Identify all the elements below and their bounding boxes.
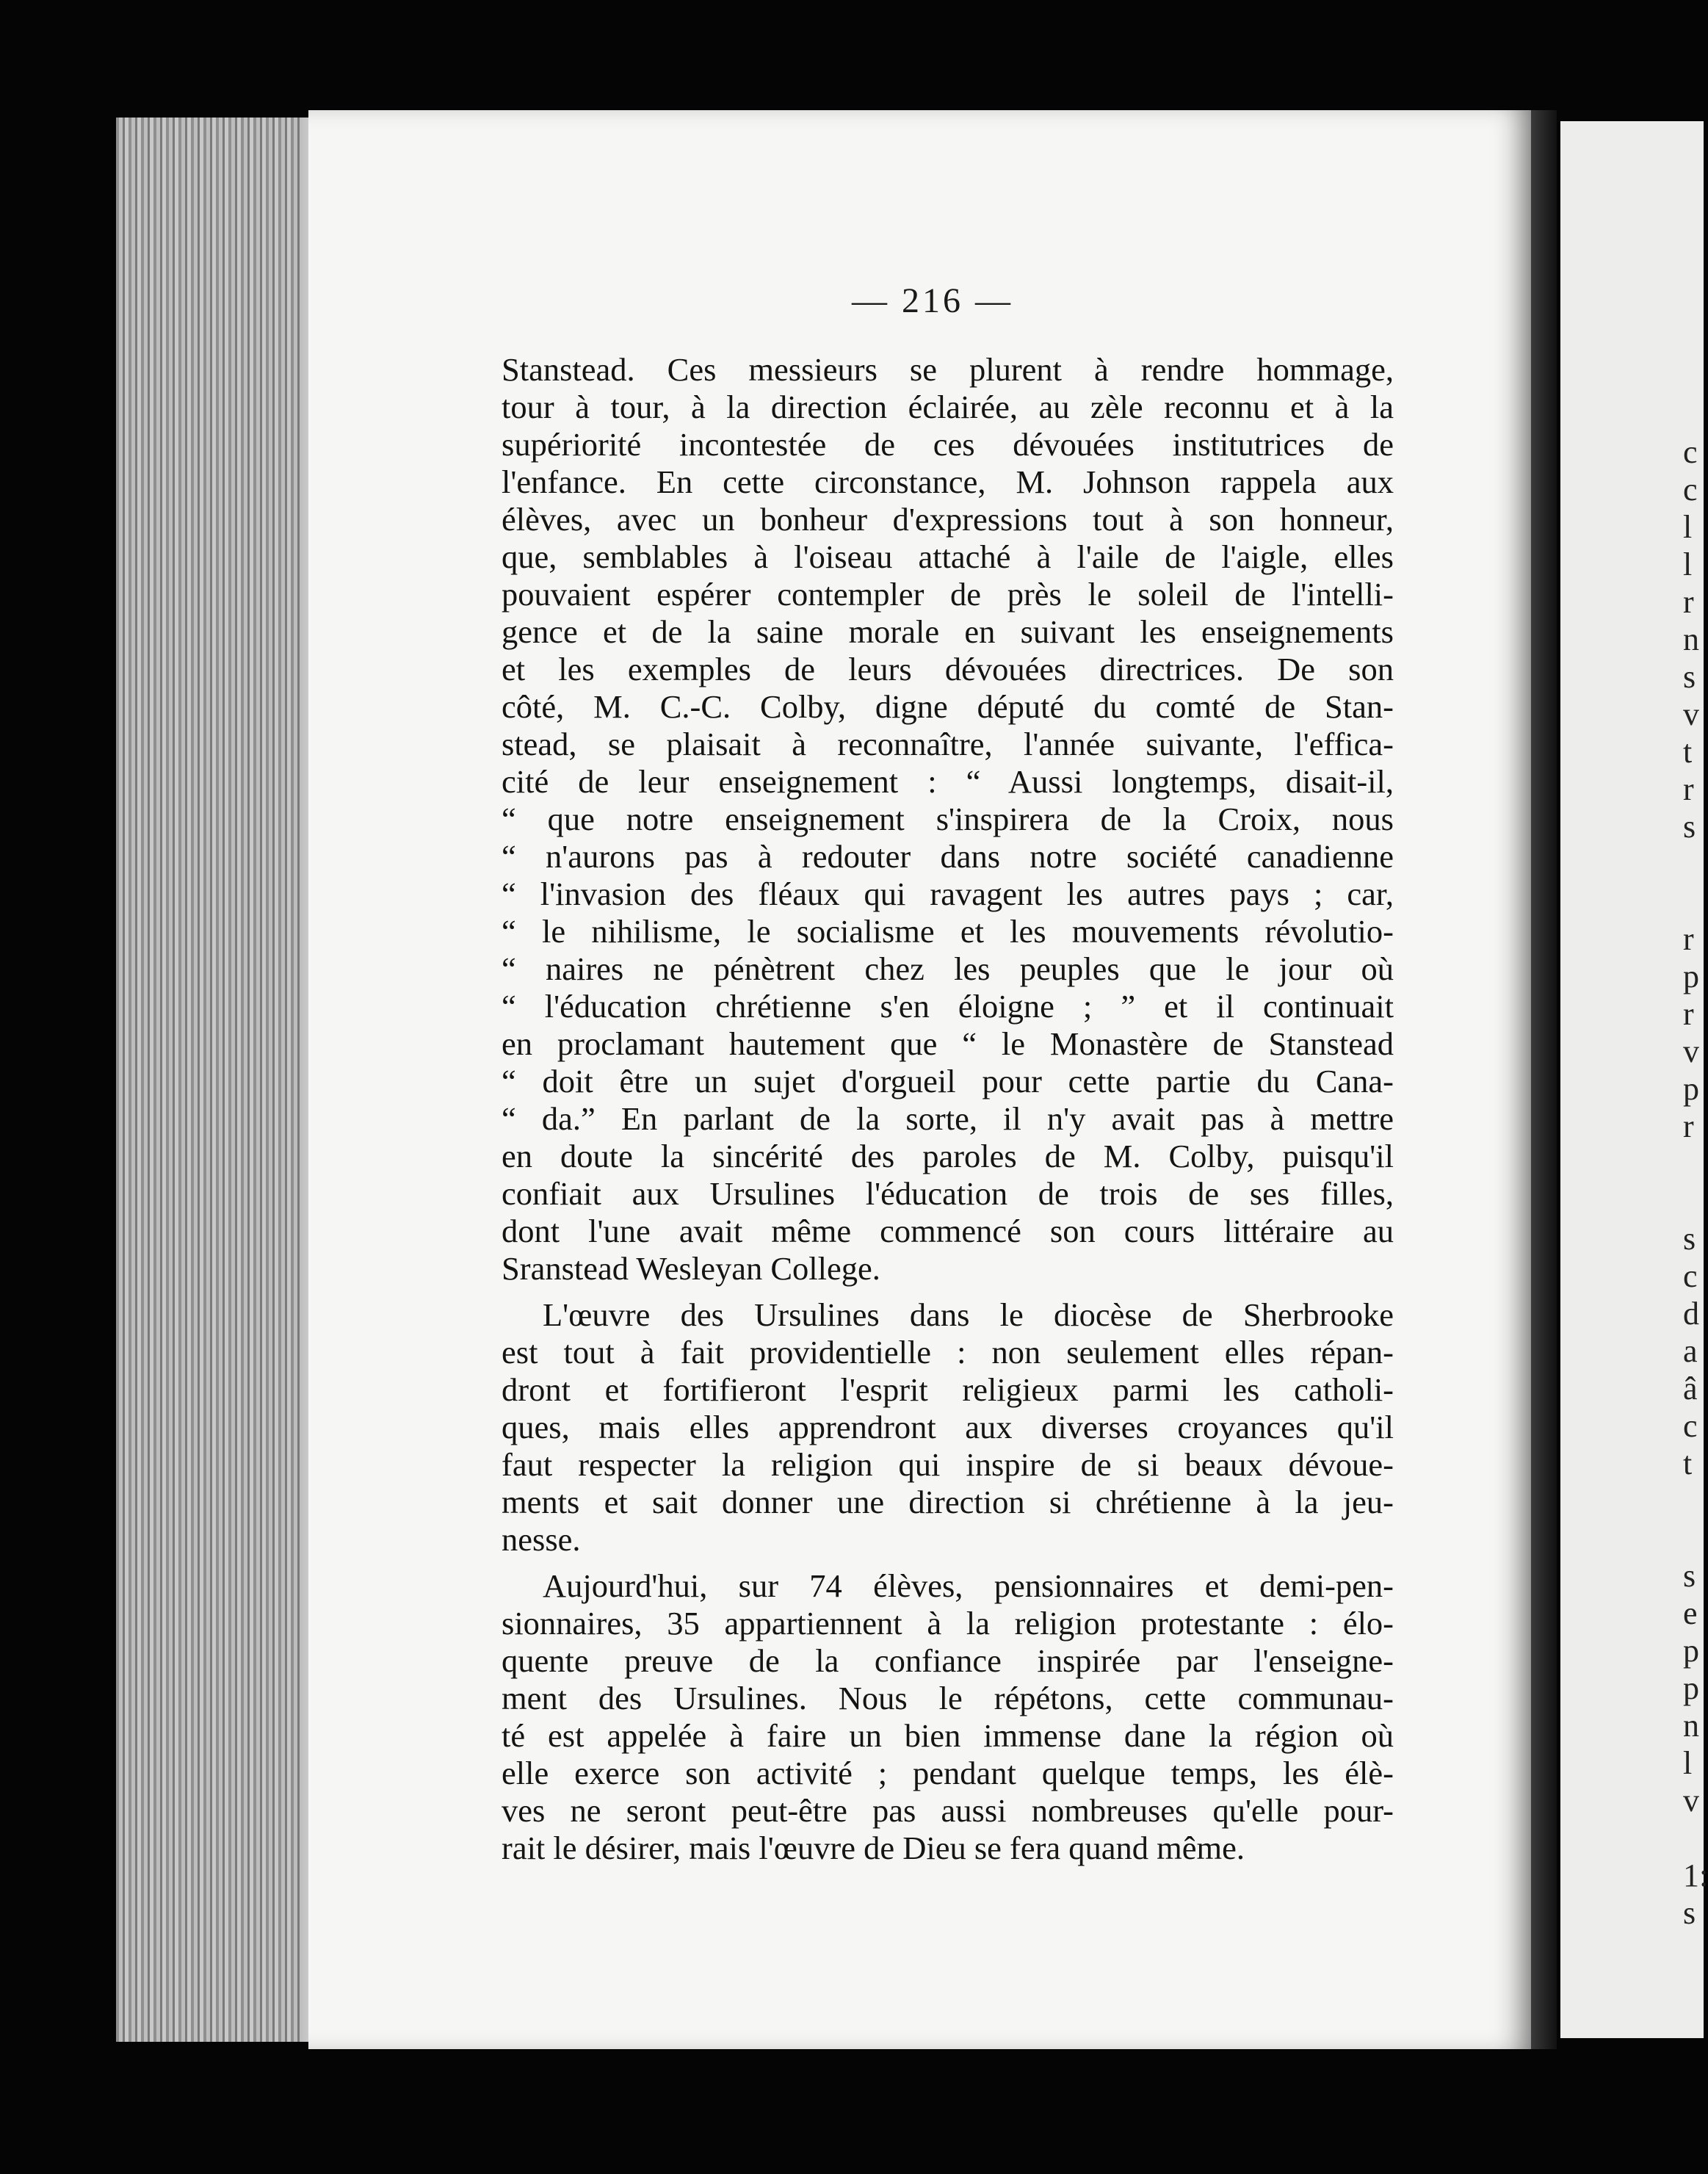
facing-page [1560, 121, 1708, 2038]
text-line: Sranstead Wesleyan College. [502, 1250, 880, 1287]
text-line: ques, mais elles apprendront aux diverses croyances qu'il [502, 1409, 1394, 1445]
facing-page-letter: t [1683, 1445, 1693, 1481]
text-line: “ n'aurons pas à redouter dans notre société canadienne [502, 838, 1394, 875]
text-line: est tout à fait providentielle : non seulement elles répan- [502, 1334, 1394, 1371]
facing-page-letter: s [1683, 659, 1696, 695]
facing-page-letter: p [1683, 1071, 1699, 1107]
text-line: stead, se plaisait à reconnaître, l'année suivante, l'effica- [502, 726, 1394, 762]
text-line: tour à tour, à la direction éclairée, au zèle reconnu et à la [502, 389, 1394, 425]
text-line: gence et de la saine morale en suivant les enseignements [502, 613, 1394, 650]
facing-page-letter: e [1683, 1595, 1698, 1631]
text-line: ves ne seront peut-être pas aussi nombreuses qu'elle pour- [502, 1792, 1394, 1829]
text-line: ments et sait donner une direction si chrétienne à la jeu- [502, 1484, 1394, 1520]
text-line: “ naires ne pénètrent chez les peuples que le jour où [502, 950, 1394, 987]
facing-page-letter: c [1683, 434, 1698, 470]
facing-page-letter: l [1683, 1745, 1693, 1781]
facing-page-letter: r [1683, 996, 1694, 1032]
facing-page-letter [1683, 845, 1704, 883]
text-line: en proclamant hautement que “ le Monastère de Stanstead [502, 1025, 1394, 1062]
text-line: té est appelée à faire un bien immense dane la région où [502, 1717, 1394, 1754]
text-line: sionnaires, 35 appartiennent à la religion protestante : élo- [502, 1605, 1394, 1642]
text-line: “ l'invasion des fléaux qui ravagent les autres pays ; car, [502, 875, 1394, 912]
text-line: élèves, avec un bonheur d'expressions tout à son honneur, [502, 501, 1394, 538]
facing-page-letter: s [1683, 1895, 1696, 1931]
facing-page-letter: t [1683, 734, 1693, 770]
facing-page-letter [1683, 1145, 1704, 1182]
text-line: quente preuve de la confiance inspirée par l'enseigne- [502, 1642, 1394, 1679]
text-line: que, semblables à l'oiseau attaché à l'aile de l'aigle, elles [502, 538, 1394, 575]
text-line: Aujourd'hui, sur 74 élèves, pensionnaires et demi-pen- [543, 1567, 1394, 1604]
facing-page-letter: c [1683, 472, 1698, 508]
facing-page-letter: c [1683, 1258, 1698, 1294]
text-line: elle exerce son activité ; pendant quelque temps, les élè- [502, 1755, 1394, 1791]
facing-page-letter: d [1683, 1296, 1699, 1332]
facing-page-letter: l [1683, 546, 1693, 582]
page-number: — 216 — [852, 281, 1013, 320]
text-line: “ da.” En parlant de la sorte, il n'y avait pas à mettre [502, 1100, 1394, 1137]
text-line: et les exemples de leurs dévouées directrices. De son [502, 651, 1394, 687]
paragraph [502, 1567, 1394, 1867]
text-line: rait le désirer, mais l'œuvre de Dieu se fera quand même. [502, 1830, 1245, 1866]
facing-page-letter: â [1683, 1371, 1698, 1406]
facing-page-letter: r [1683, 771, 1694, 807]
text-line: pouvaient espérer contempler de près le soleil de l'intelli- [502, 576, 1394, 613]
paragraph [502, 351, 1394, 1288]
text-line: supériorité incontestée de ces dévouées institutrices de [502, 426, 1394, 463]
text-line: “ doit être un sujet d'orgueil pour cette partie du Cana- [502, 1063, 1394, 1099]
page-text [502, 351, 1394, 1867]
facing-page-letter: n [1683, 621, 1699, 657]
text-line: “ l'éducation chrétienne s'en éloigne ; ” et il continuait [502, 988, 1394, 1025]
facing-page-letter: v [1683, 696, 1699, 732]
text-line: faut respecter la religion qui inspire de si beaux dévoue- [502, 1446, 1394, 1483]
facing-page-letter: r [1683, 921, 1694, 957]
facing-page-letter: s [1683, 1221, 1696, 1257]
facing-page-letter: r [1683, 584, 1694, 620]
text-line: Stanstead. Ces messieurs se plurent à rendre hommage, [502, 351, 1394, 388]
text-line: dront et fortifieront l'esprit religieux parmi les catholi- [502, 1371, 1394, 1408]
page-edges [116, 118, 329, 2042]
text-line: ment des Ursulines. Nous le répétons, cette communau- [502, 1680, 1394, 1716]
facing-page-text [1683, 433, 1708, 1932]
facing-page-letter: p [1683, 1670, 1699, 1706]
text-line: dont l'une avait même commencé son cours littéraire au [502, 1213, 1394, 1249]
text-line: “ que notre enseignement s'inspirera de la Croix, nous [502, 801, 1394, 837]
facing-page-letter: p [1683, 958, 1699, 994]
facing-page-letter: p [1683, 1633, 1699, 1669]
facing-page-letter: v [1683, 1033, 1699, 1069]
paragraph [502, 1296, 1394, 1559]
facing-page-letter [1683, 883, 1704, 920]
facing-page-letter: l [1683, 509, 1693, 545]
text-line: “ le nihilisme, le socialisme et les mouvements révolutio- [502, 913, 1394, 950]
facing-page-letter: a [1683, 1333, 1698, 1369]
facing-page-letter: c [1683, 1408, 1698, 1444]
text-line: confiait aux Ursulines l'éducation de trois de ses filles, [502, 1175, 1394, 1212]
text-line: nesse. [502, 1521, 581, 1558]
facing-page-letter: 1: [1683, 1857, 1708, 1893]
text-line: cité de leur enseignement : “ Aussi longtemps, disait-il, [502, 763, 1394, 800]
book-gutter [1531, 110, 1557, 2049]
text-line: l'enfance. En cette circonstance, M. Johnson rappela aux [502, 463, 1394, 500]
facing-page-letter [1683, 1182, 1704, 1220]
facing-page-letter [1683, 1520, 1704, 1557]
facing-page-letter: n [1683, 1708, 1699, 1744]
facing-page-letter [1683, 1482, 1704, 1520]
text-line: L'œuvre des Ursulines dans le diocèse de Sherbrooke [543, 1296, 1394, 1333]
facing-page-letter: v [1683, 1783, 1699, 1819]
facing-page-letter: s [1683, 1558, 1696, 1594]
facing-page-letter: r [1683, 1108, 1694, 1144]
text-line: en doute la sincérité des paroles de M. Colby, puisqu'il [502, 1138, 1394, 1174]
text-line: côté, M. C.-C. Colby, digne député du comté de Stan- [502, 688, 1394, 725]
facing-page-letter [1683, 1819, 1704, 1857]
facing-page-letter: s [1683, 809, 1696, 845]
